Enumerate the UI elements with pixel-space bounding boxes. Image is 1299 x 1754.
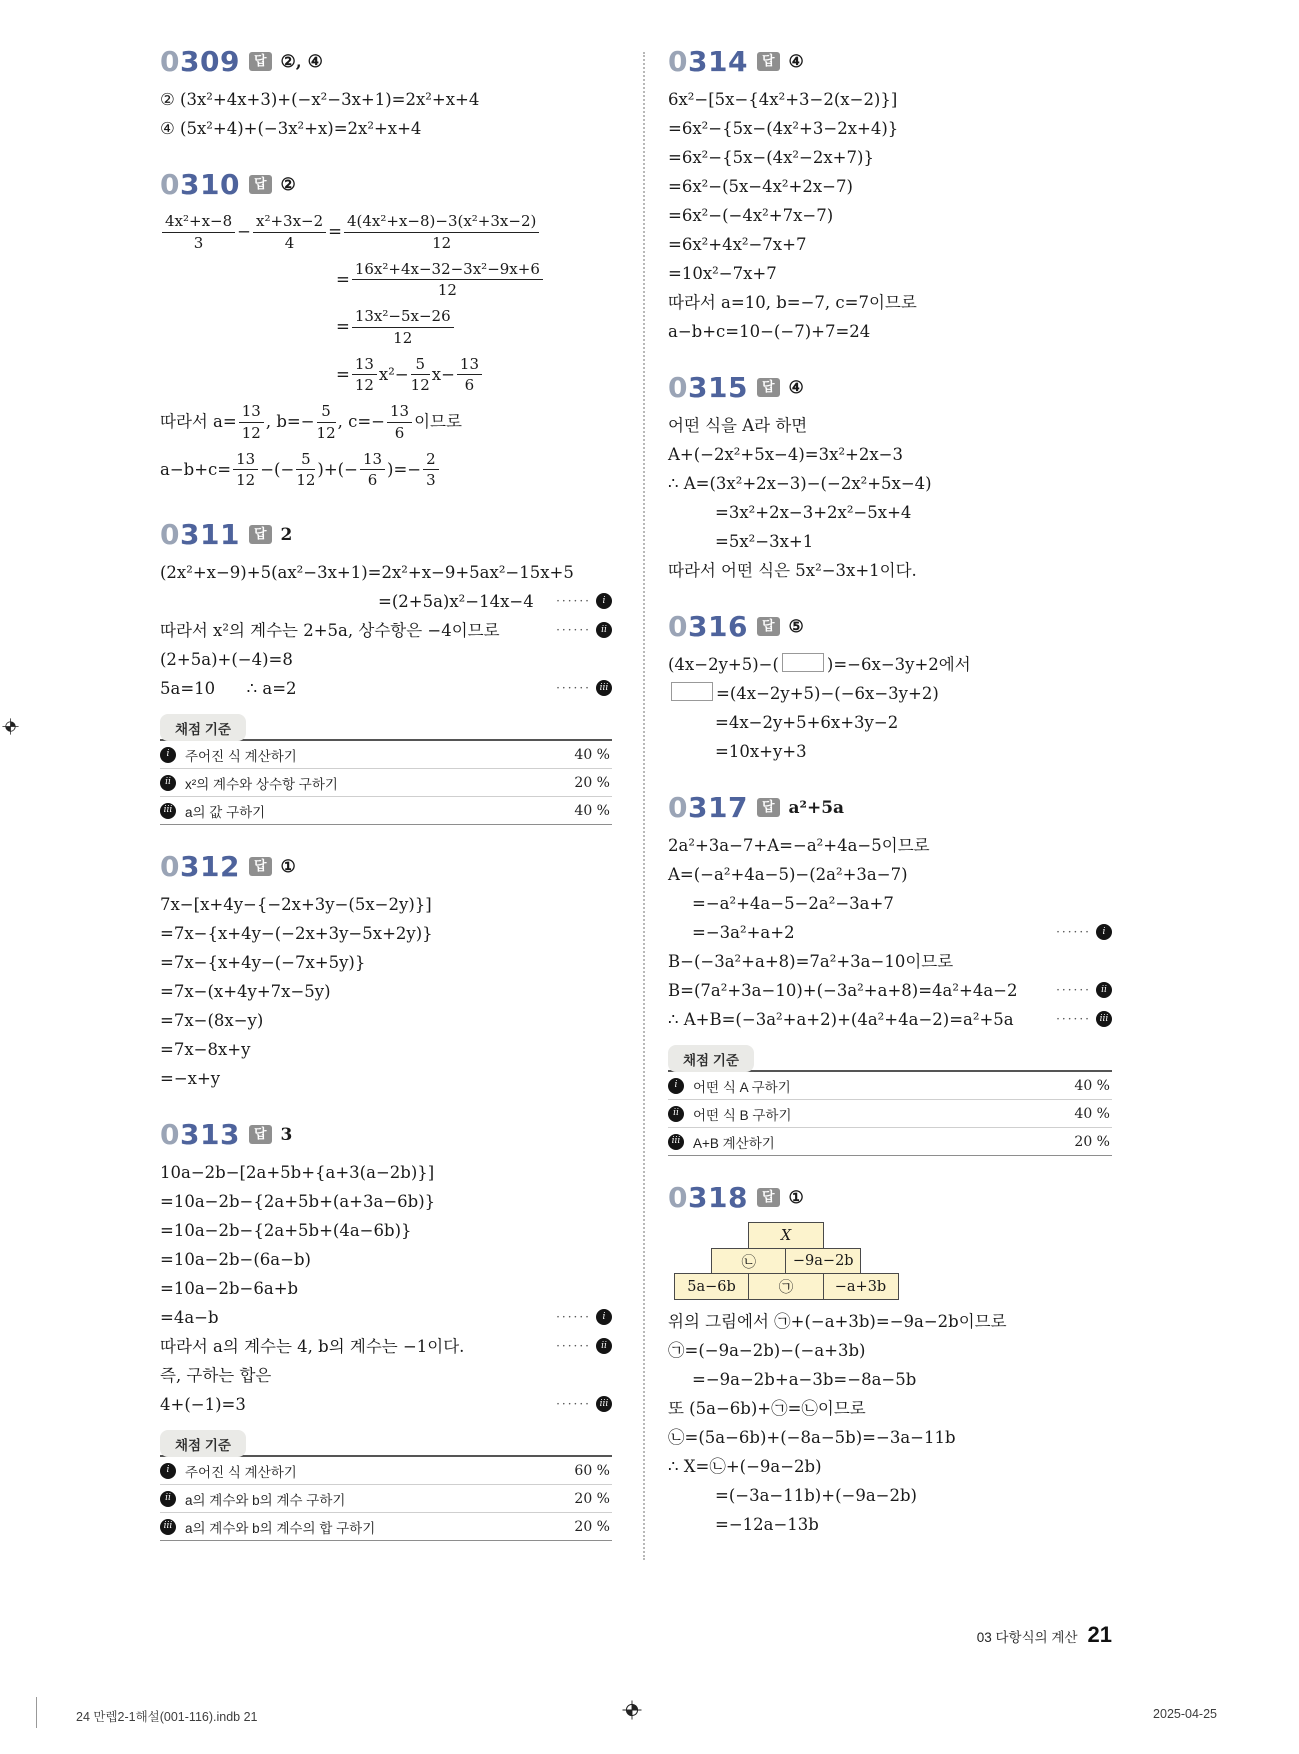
pyramid-cell: X <box>748 1222 824 1249</box>
solution-line: =6x²+4x²−7x+7 <box>668 235 807 254</box>
answer-box <box>671 682 713 701</box>
criteria-row <box>668 1072 1112 1099</box>
fraction-denominator: 4 <box>284 233 295 252</box>
problem-header <box>160 45 612 78</box>
step-number-icon: ii <box>596 1338 612 1354</box>
criteria-title: 채점 기준 <box>160 714 246 741</box>
solution-line: =3x²+2x−3+2x²−5x+4 <box>715 503 912 522</box>
problem-number-prefix: 0 <box>668 371 688 404</box>
criteria-row <box>160 1512 612 1540</box>
fraction-numerator: 16x²+4x−32−3x²−9x+6 <box>352 260 543 281</box>
dotted-leader: ······ <box>556 623 591 637</box>
answer-value: ⑤ <box>788 616 804 637</box>
problem-number-digits: 311 <box>179 518 240 551</box>
problem-number-prefix: 0 <box>160 168 180 201</box>
solution-line: =7x−(x+4y+7x−5y) <box>160 982 331 1001</box>
problem-header <box>668 45 1112 78</box>
step-number-icon: ii <box>160 775 176 791</box>
problem-0312 <box>160 850 612 1093</box>
solution-line: 따라서 a의 계수는 4, b의 계수는 −1이다. ······ ii <box>160 1333 612 1361</box>
problem-number-prefix: 0 <box>160 1118 180 1151</box>
dotted-leader: ······ <box>556 1339 591 1353</box>
problem-number <box>668 610 748 643</box>
problem-number-digits: 312 <box>179 850 240 883</box>
step-marker <box>556 680 612 696</box>
solution-line: =(4x−2y+5)−(−6x−3y+2) <box>668 680 1112 708</box>
step-number-icon: i <box>160 747 176 763</box>
solution-line: 또 (5a−6b)+㉠=㉡이므로 <box>668 1399 866 1418</box>
answer-value: ②, ④ <box>280 51 323 72</box>
step-marker <box>556 1309 612 1325</box>
solution-line: (4x−2y+5)−( )=−6x−3y+2에서 <box>668 655 971 674</box>
fraction-numerator: 4x²+x−8 <box>162 212 235 233</box>
answer-badge: 답 <box>249 52 272 71</box>
solution-line: 6x²−[5x−{4x²+3−2(x−2)}] <box>668 90 898 109</box>
problem-0311 <box>160 518 612 825</box>
dotted-leader: ······ <box>1056 983 1091 997</box>
criteria-row <box>668 1127 1112 1155</box>
solution-line: ㉡=(5a−6b)+(−8a−5b)=−3a−11b <box>668 1428 956 1447</box>
problem-0313 <box>160 1118 612 1541</box>
criteria-label: 어떤 식 B 구하기 <box>693 1107 792 1123</box>
step-marker <box>1056 982 1112 998</box>
criteria-percent: 20 % <box>574 1518 610 1535</box>
solution-line: 따라서 어떤 식은 5x²−3x+1이다. <box>668 561 917 580</box>
answer-value: ④ <box>788 377 804 398</box>
problem-number-prefix: 0 <box>668 45 688 78</box>
solution-line: =−12a−13b <box>715 1515 819 1534</box>
problem-number <box>668 1181 748 1214</box>
step-number-icon: ii <box>160 1491 176 1507</box>
criteria-row <box>160 741 612 768</box>
dotted-leader: ······ <box>556 681 591 695</box>
solution-line: ∴ A=(3x²+2x−3)−(−2x²+5x−4) <box>668 474 932 493</box>
solution-line: = $\frac{\text{13x²−5x−26}}{12}$ <box>160 304 612 351</box>
problem-header <box>668 610 1112 643</box>
fraction <box>352 260 543 301</box>
solution-line: B−(−3a²+a+8)=7a²+3a−10이므로 <box>668 952 954 971</box>
answer-badge: 답 <box>757 1188 780 1207</box>
problem-number-prefix: 0 <box>668 791 688 824</box>
problem-0310 <box>160 168 612 493</box>
criteria-label: 주어진 식 계산하기 <box>185 748 297 764</box>
solution-line: $\frac{\text{4x²+x−8}}{3}$ − $\frac{\text{x²+3x−2}}{4}$ = $\frac{\text{4(4x²+x−8)−3(x²+3x−2)}}{12}$ <box>160 209 612 256</box>
problem-number-digits: 317 <box>687 791 748 824</box>
fraction <box>423 450 439 491</box>
criteria-table <box>160 739 612 825</box>
criteria-percent: 40 % <box>1074 1077 1110 1094</box>
answer-value: ① <box>788 1187 804 1208</box>
criteria-title: 채점 기준 <box>160 1430 246 1457</box>
problem-0314 <box>668 45 1112 346</box>
step-marker <box>556 622 612 638</box>
solution-line: =4a−b ······ i <box>160 1304 612 1332</box>
solution-line: =−9a−2b+a−3b=−8a−5b <box>692 1370 917 1389</box>
solution-line: 4+(−1)=3 ······ iii <box>160 1391 612 1419</box>
problem-0317 <box>668 791 1112 1156</box>
solution-line: 어떤 식을 A라 하면 <box>668 416 808 435</box>
step-number-icon: i <box>160 1463 176 1479</box>
pyramid-cell: ㉡ <box>711 1248 787 1275</box>
step-number-icon: iii <box>160 803 176 819</box>
dotted-leader: ······ <box>1056 925 1091 939</box>
fraction <box>233 450 258 491</box>
criteria-row <box>668 1099 1112 1127</box>
problem-number <box>160 1118 240 1151</box>
step-number-icon: iii <box>160 1519 176 1535</box>
solution-line: =6x²−(−4x²+7x−7) <box>668 206 834 225</box>
solution-line: 따라서 a=10, b=−7, c=7이므로 <box>668 293 917 312</box>
fraction-numerator: 5 <box>296 450 315 471</box>
solution-line: =10a−2b−{2a+5b+(a+3a−6b)} <box>160 1192 436 1211</box>
criteria-percent: 40 % <box>574 746 610 763</box>
problem-number-digits: 316 <box>687 610 748 643</box>
fraction-numerator: 13 <box>352 355 377 376</box>
pyramid-cell: 5a−6b <box>674 1273 750 1300</box>
step-number-icon: i <box>596 1309 612 1325</box>
answer-badge: 답 <box>249 1125 272 1144</box>
problem-header <box>160 850 612 883</box>
fraction-numerator: 13x²−5x−26 <box>352 307 454 328</box>
fraction-numerator: 2 <box>423 450 439 471</box>
problem-0318 <box>668 1181 1112 1539</box>
fraction <box>457 355 482 396</box>
fraction-denominator: 12 <box>432 233 452 252</box>
problem-number <box>668 371 748 404</box>
solution-line: ㉠=(−9a−2b)−(−a+3b) <box>668 1341 866 1360</box>
criteria-label: a의 값 구하기 <box>185 804 266 820</box>
solution-line: 2a²+3a−7+A=−a²+4a−5이므로 <box>668 836 930 855</box>
criteria-row <box>160 796 612 824</box>
problem-number-prefix: 0 <box>668 610 688 643</box>
answer-value: ② <box>280 174 296 195</box>
pyramid-cell: −a+3b <box>823 1273 899 1300</box>
fraction <box>352 307 454 348</box>
fraction-denominator: 12 <box>241 423 261 442</box>
solution-line: ② (3x²+4x+3)+(−x²−3x+1)=2x²+x+4 <box>160 90 480 109</box>
solution-line: A+(−2x²+5x−4)=3x²+2x−3 <box>668 445 904 464</box>
criteria-row <box>160 768 612 796</box>
fraction <box>296 450 315 491</box>
solution-line: =4x−2y+5+6x+3y−2 <box>715 713 899 732</box>
problem-header <box>668 791 1112 824</box>
column-divider <box>643 52 645 1560</box>
pyramid-row <box>748 1222 824 1249</box>
solution-line: = $\frac{13}{12}$ x²− $\frac{5}{12}$ x− $\frac{13}{6}$ <box>160 352 612 399</box>
fraction-numerator: 13 <box>387 402 412 423</box>
fraction-numerator: 13 <box>457 355 482 376</box>
fraction <box>411 355 430 396</box>
chapter-label: 03 다항식의 계산 <box>976 1630 1078 1645</box>
fraction-numerator: 13 <box>360 450 385 471</box>
problem-number-prefix: 0 <box>160 850 180 883</box>
fraction-denominator: 6 <box>394 423 405 442</box>
solution-line: 즉, 구하는 합은 <box>160 1366 272 1385</box>
problem-number-digits: 314 <box>687 45 748 78</box>
chapter-footer <box>668 1622 1112 1648</box>
answer-badge: 답 <box>757 617 780 636</box>
problem-0316 <box>668 610 1112 766</box>
fraction-numerator: 13 <box>233 450 258 471</box>
answer-value: ① <box>280 856 296 877</box>
problem-number-digits: 315 <box>687 371 748 404</box>
solution-line: A=(−a²+4a−5)−(2a²+3a−7) <box>668 865 908 884</box>
step-number-icon: i <box>668 1078 684 1094</box>
problem-number <box>160 168 240 201</box>
pyramid-cell: ㉠ <box>748 1273 824 1300</box>
fraction <box>352 355 377 396</box>
print-footer <box>0 1694 1299 1754</box>
problem-0315 <box>668 371 1112 585</box>
solution-line: =−x+y <box>160 1069 221 1088</box>
answer-value: ④ <box>788 51 804 72</box>
solution-line: ∴ A+B=(−3a²+a+2)+(4a²+4a−2)=a²+5a ······ iii <box>668 1006 1112 1034</box>
step-number-icon: iii <box>596 1396 612 1412</box>
solution-line: =6x²−{5x−(4x²−2x+7)} <box>668 148 874 167</box>
problem-number <box>160 45 240 78</box>
criteria-row <box>160 1457 612 1484</box>
criteria-table <box>668 1070 1112 1156</box>
footer-date: 2025-04-25 <box>1153 1707 1217 1721</box>
fraction-numerator: x²+3x−2 <box>253 212 326 233</box>
fraction-denominator: 3 <box>426 471 436 490</box>
fraction-denominator: 6 <box>367 471 378 490</box>
solution-line: 10a−2b−[2a+5b+{a+3(a−2b)}] <box>160 1163 435 1182</box>
step-number-icon: ii <box>596 622 612 638</box>
solution-line: =−3a²+a+2 ······ i <box>668 919 1112 947</box>
problem-0309 <box>160 45 612 143</box>
solution-line: =6x²−{5x−(4x²+3−2x+4)} <box>668 119 899 138</box>
criteria-label: 어떤 식 A 구하기 <box>693 1079 791 1095</box>
page-number: 21 <box>1087 1622 1112 1647</box>
criteria-label: a의 계수와 b의 계수의 합 구하기 <box>185 1520 376 1536</box>
solution-line: =10x+y+3 <box>715 742 807 761</box>
solution-line: =7x−8x+y <box>160 1040 251 1059</box>
problem-header <box>160 1118 612 1151</box>
solution-line: =10a−2b−6a+b <box>160 1279 299 1298</box>
solution-line: =(2+5a)x²−14x−4 ······ i <box>160 588 612 616</box>
criteria-percent: 20 % <box>1074 1133 1110 1150</box>
fraction-denominator: 12 <box>437 281 457 300</box>
fraction-denominator: 12 <box>236 471 256 490</box>
solution-line: =7x−{x+4y−(−2x+3y−5x+2y)} <box>160 924 433 943</box>
fraction-numerator: 5 <box>411 355 430 376</box>
problem-number-digits: 310 <box>179 168 240 201</box>
fraction-denominator: 3 <box>193 233 204 252</box>
solution-line: a−b+c=10−(−7)+7=24 <box>668 322 871 341</box>
solution-line: =7x−(8x−y) <box>160 1011 264 1030</box>
problem-number-digits: 309 <box>179 45 240 78</box>
solution-line: =6x²−(5x−4x²+2x−7) <box>668 177 853 196</box>
problem-number-prefix: 0 <box>668 1181 688 1214</box>
criteria-percent: 40 % <box>574 802 610 819</box>
fraction <box>317 402 336 443</box>
answer-badge: 답 <box>757 378 780 397</box>
fraction-denominator: 6 <box>464 376 475 395</box>
fraction <box>253 212 326 253</box>
answer-value: 3 <box>280 1124 293 1145</box>
registration-mark-icon <box>2 718 19 735</box>
footer-tick-line <box>36 1697 37 1728</box>
fraction-numerator: 4(4x²+x−8)−3(x²+3x−2) <box>344 212 539 233</box>
step-number-icon: ii <box>668 1106 684 1122</box>
solution-line: =10a−2b−{2a+5b+(4a−6b)} <box>160 1221 412 1240</box>
solution-line: ④ (5x²+4)+(−3x²+x)=2x²+x+4 <box>160 119 422 138</box>
column-left <box>160 45 612 1566</box>
problem-number-digits: 318 <box>687 1181 748 1214</box>
fraction <box>162 212 235 253</box>
problem-number <box>668 791 748 824</box>
step-marker <box>1056 924 1112 940</box>
fraction <box>360 450 385 491</box>
problem-number-prefix: 0 <box>160 518 180 551</box>
criteria-label: x²의 계수와 상수항 구하기 <box>185 776 338 792</box>
step-number-icon: iii <box>1096 1011 1112 1027</box>
answer-badge: 답 <box>757 52 780 71</box>
step-number-icon: i <box>596 593 612 609</box>
criteria-label: a의 계수와 b의 계수 구하기 <box>185 1492 346 1508</box>
step-marker <box>1056 1011 1112 1027</box>
footer-filename: 24 만렙2-1해설(001-116).indb 21 <box>76 1710 258 1724</box>
criteria-row <box>160 1484 612 1512</box>
answer-badge: 답 <box>757 798 780 817</box>
fraction-denominator: 12 <box>316 423 336 442</box>
fraction-denominator: 12 <box>410 376 430 395</box>
dotted-leader: ······ <box>556 1310 591 1324</box>
solution-line: 7x−[x+4y−{−2x+3y−(5x−2y)}] <box>160 895 432 914</box>
answer-badge: 답 <box>249 175 272 194</box>
solution-line: =−a²+4a−5−2a²−3a+7 <box>692 894 894 913</box>
problem-header <box>160 168 612 201</box>
dotted-leader: ······ <box>556 594 591 608</box>
solution-line: B=(7a²+3a−10)+(−3a²+a+8)=4a²+4a−2 ······ ii <box>668 977 1112 1005</box>
solution-line: (2x²+x−9)+5(ax²−3x+1)=2x²+x−9+5ax²−15x+5 <box>160 563 574 582</box>
answer-box <box>782 653 824 672</box>
solution-line: 5a=10 ∴ a=2 ······ iii <box>160 675 612 703</box>
dotted-leader: ······ <box>1056 1012 1091 1026</box>
solution-line: a−b+c= $\frac{13}{12}$ −(− $\frac{5}{12}$ )+(− $\frac{13}{6}$ )=− $\frac{2}{3}$ <box>160 447 612 494</box>
step-marker <box>556 1396 612 1412</box>
problem-header <box>160 518 612 551</box>
problem-number <box>160 518 240 551</box>
pyramid-diagram <box>672 1222 900 1300</box>
solution-line: 따라서 x²의 계수는 2+5a, 상수항은 −4이므로 ······ ii <box>160 617 612 645</box>
problem-header <box>668 1181 1112 1214</box>
fraction <box>387 402 412 443</box>
problem-header <box>668 371 1112 404</box>
answer-value: a²+5a <box>788 797 845 818</box>
criteria-percent: 40 % <box>1074 1105 1110 1122</box>
solution-line: =10x²−7x+7 <box>668 264 777 283</box>
solution-line: =(−3a−11b)+(−9a−2b) <box>715 1486 917 1505</box>
solution-line: = $\frac{\text{16x²+4x−32−3x²−9x+6}}{12}$ <box>160 257 612 304</box>
step-marker <box>556 1338 612 1354</box>
registration-mark-icon <box>622 1700 642 1720</box>
step-number-icon: iii <box>668 1134 684 1150</box>
pyramid-row <box>674 1273 899 1300</box>
problem-number-digits: 313 <box>179 1118 240 1151</box>
solution-line: 따라서 a= $\frac{13}{12}$ , b=− $\frac{5}{12}$ , c=− $\frac{13}{6}$ 이므로 <box>160 402 462 442</box>
answer-value: 2 <box>280 524 293 545</box>
solution-line: =5x²−3x+1 <box>715 532 814 551</box>
fraction-numerator: 5 <box>317 402 336 423</box>
solution-line: =10a−2b−(6a−b) <box>160 1250 311 1269</box>
criteria-label: A+B 계산하기 <box>693 1135 775 1151</box>
step-number-icon: ii <box>1096 982 1112 998</box>
column-right <box>668 45 1112 1564</box>
pyramid-cell: −9a−2b <box>785 1248 861 1275</box>
answer-badge: 답 <box>249 857 272 876</box>
step-number-icon: i <box>1096 924 1112 940</box>
step-marker <box>556 593 612 609</box>
problem-number <box>668 45 748 78</box>
criteria-percent: 20 % <box>574 1490 610 1507</box>
fraction-denominator: 12 <box>296 471 316 490</box>
criteria-table <box>160 1455 612 1541</box>
fraction-numerator: 13 <box>239 402 264 423</box>
problem-number <box>160 850 240 883</box>
fraction <box>239 402 264 443</box>
criteria-percent: 20 % <box>574 774 610 791</box>
criteria-percent: 60 % <box>574 1462 610 1479</box>
dotted-leader: ······ <box>556 1397 591 1411</box>
step-number-icon: iii <box>596 680 612 696</box>
criteria-title: 채점 기준 <box>668 1045 754 1072</box>
fraction-denominator: 12 <box>354 376 374 395</box>
solution-line: (2+5a)+(−4)=8 <box>160 650 293 669</box>
pyramid-row <box>711 1248 862 1275</box>
solution-line: 위의 그림에서 ㉠+(−a+3b)=−9a−2b이므로 <box>668 1312 1007 1331</box>
fraction <box>344 212 539 253</box>
problem-number-prefix: 0 <box>160 45 180 78</box>
answer-badge: 답 <box>249 525 272 544</box>
fraction-denominator: 12 <box>393 328 413 347</box>
solution-line: =7x−{x+4y−(−7x+5y)} <box>160 953 366 972</box>
solution-line: ∴ X=㉡+(−9a−2b) <box>668 1457 822 1476</box>
criteria-label: 주어진 식 계산하기 <box>185 1464 297 1480</box>
